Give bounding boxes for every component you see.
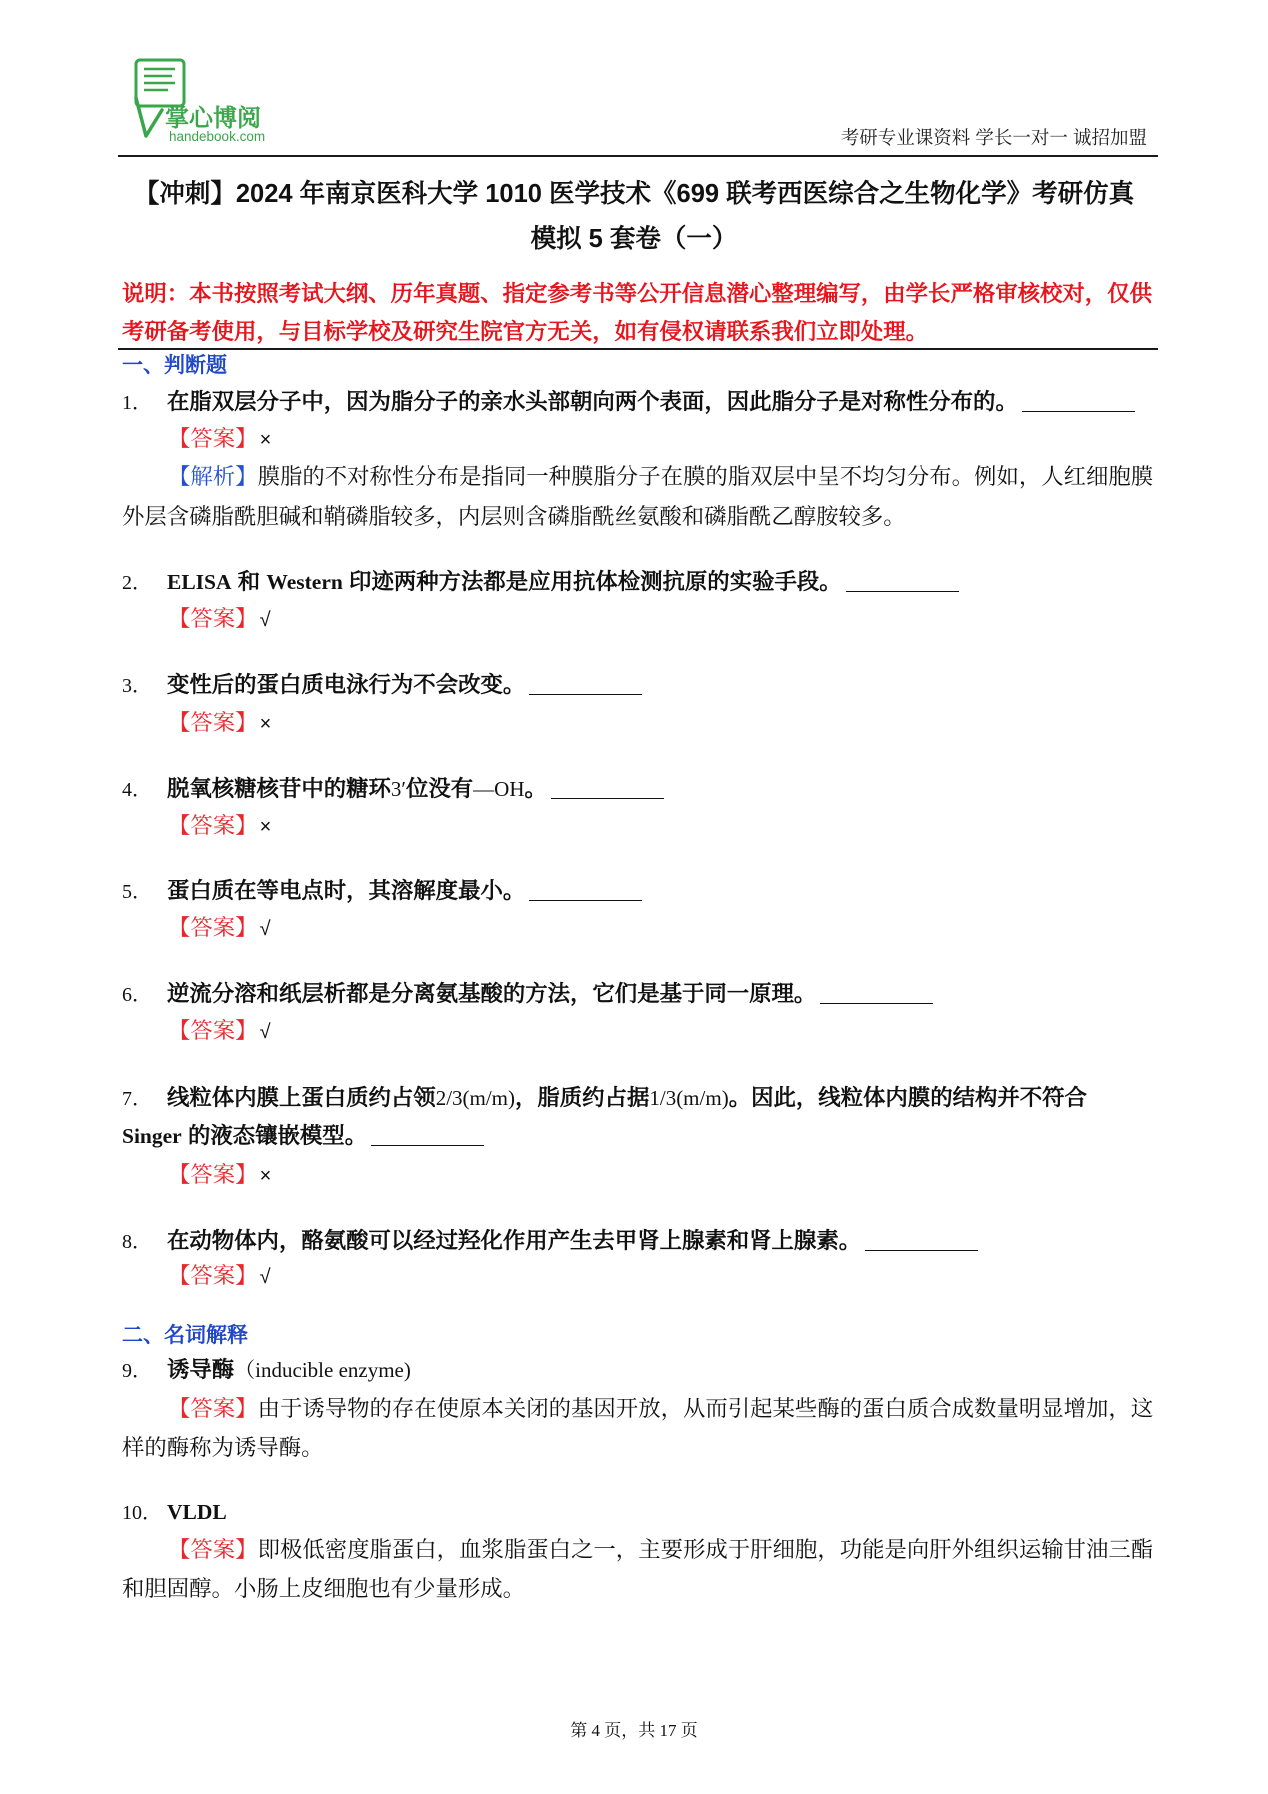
question-3 bbox=[122, 668, 642, 702]
document-title-line-1: 【冲刺】2024 年南京医科大学 1010 医学技术《699 联考西医综合之生物化学》考研仿真 bbox=[133, 180, 1135, 208]
answer-9-text-line-2: 样的酶称为诱导酶。 bbox=[122, 1435, 324, 1460]
question-2-text-rest: 印迹两种方法都是应用抗体检测抗原的实验手段。 bbox=[342, 569, 842, 594]
answer-1 bbox=[168, 422, 271, 456]
answer-1-value: × bbox=[259, 429, 272, 451]
section-heading-true-false: 一、判断题 bbox=[122, 354, 227, 377]
answer-8 bbox=[168, 1259, 271, 1293]
answer-2-label: 【答案】 bbox=[168, 606, 258, 631]
question-7-protein-fraction: 2/3(m/m) bbox=[435, 1086, 516, 1110]
question-3-text: 变性后的蛋白质电泳行为不会改变。 bbox=[167, 672, 526, 697]
question-4 bbox=[122, 772, 664, 806]
question-7-text-part-4: 的液态镶嵌模型。 bbox=[181, 1123, 368, 1148]
question-7-text-part-2: ，脂质约占据 bbox=[515, 1085, 650, 1110]
answer-3 bbox=[168, 706, 271, 740]
question-4-number: 4． bbox=[122, 779, 152, 801]
question-1 bbox=[122, 385, 1135, 419]
question-7-blank bbox=[371, 1123, 484, 1146]
question-9 bbox=[122, 1353, 411, 1387]
answer-8-label: 【答案】 bbox=[168, 1263, 258, 1288]
answer-10-text-line-1: 即极低密度脂蛋白，血浆脂蛋白之一，主要形成于肝细胞，功能是向肝外组织运输甘油三酯 bbox=[257, 1537, 1154, 1562]
analysis-1-text-line-1: 膜脂的不对称性分布是指同一种膜脂分子在膜的脂双层中呈不均匀分布。例如，人红细胞膜 bbox=[257, 464, 1154, 489]
section-heading-term-definitions: 二、名词解释 bbox=[122, 1324, 248, 1347]
question-2-term-elisa: ELISA bbox=[167, 570, 232, 594]
question-7-text-part-1: 线粒体内膜上蛋白质约占领 bbox=[167, 1085, 436, 1110]
notice-line-2: 考研备考使用，与目标学校及研究生院官方无关，如有侵权请联系我们立即处理。 bbox=[122, 319, 929, 344]
logo-wordmark: 掌心博阅 bbox=[165, 104, 261, 132]
question-10 bbox=[122, 1495, 227, 1529]
analysis-1-label: 【解析】 bbox=[168, 464, 258, 489]
answer-7-label: 【答案】 bbox=[168, 1162, 258, 1187]
question-6-text: 逆流分溶和纸层析都是分离氨基酸的方法，它们是基于同一原理。 bbox=[167, 981, 817, 1006]
question-10-number: 10． bbox=[122, 1502, 162, 1524]
notice-line-1: 说明：本书按照考试大纲、历年真题、指定参考书等公开信息潜心整理编写，由学长严格审核校对，仅供 bbox=[122, 281, 1152, 306]
answer-5-value: √ bbox=[259, 918, 271, 940]
answer-7 bbox=[168, 1158, 271, 1192]
answer-6-label: 【答案】 bbox=[168, 1018, 258, 1043]
answer-9 bbox=[168, 1392, 1153, 1426]
question-2-text-part: 和 bbox=[231, 569, 267, 594]
answer-6 bbox=[168, 1014, 271, 1048]
analysis-1 bbox=[168, 460, 1153, 494]
answer-10 bbox=[168, 1533, 1153, 1567]
answer-1-label: 【答案】 bbox=[168, 426, 258, 451]
question-2-number: 2． bbox=[122, 572, 152, 594]
question-4-prime-position: 3′ bbox=[390, 777, 406, 801]
question-9-term-english: （inducible enzyme) bbox=[234, 1358, 411, 1382]
question-4-text-part-3: 。 bbox=[524, 776, 547, 801]
question-4-hydroxyl: —OH bbox=[473, 777, 525, 801]
question-7 bbox=[122, 1081, 1087, 1115]
question-8 bbox=[122, 1224, 978, 1258]
document-title-line-2: 模拟 5 套卷（一） bbox=[530, 225, 738, 253]
question-7-number: 7． bbox=[122, 1088, 152, 1110]
question-9-term: 诱导酶 bbox=[167, 1357, 235, 1382]
answer-10-text-line-2: 和胆固醇。小肠上皮细胞也有少量形成。 bbox=[122, 1576, 526, 1601]
question-8-number: 8． bbox=[122, 1231, 152, 1253]
question-8-blank bbox=[865, 1228, 978, 1251]
question-4-text-part-1: 脱氧核糖核苷中的糖环 bbox=[167, 776, 391, 801]
answer-2 bbox=[168, 602, 271, 636]
answer-7-value: × bbox=[259, 1165, 272, 1187]
question-4-text-part-2: 位没有 bbox=[406, 776, 474, 801]
logo-domain: handebook.com bbox=[169, 129, 266, 144]
question-5 bbox=[122, 874, 642, 908]
question-2 bbox=[122, 565, 959, 599]
notice-rule bbox=[118, 348, 1158, 350]
question-3-number: 3． bbox=[122, 675, 152, 697]
question-9-number: 9． bbox=[122, 1360, 152, 1382]
question-7-term-singer: Singer bbox=[122, 1124, 182, 1148]
answer-4-label: 【答案】 bbox=[168, 813, 258, 838]
question-2-term-western: Western bbox=[266, 570, 343, 594]
question-8-text: 在动物体内，酪氨酸可以经过羟化作用产生去甲肾上腺素和肾上腺素。 bbox=[167, 1228, 862, 1253]
header-rule bbox=[118, 155, 1158, 157]
logo-graphic bbox=[128, 56, 288, 148]
header-slogan: 考研专业课资料 学长一对一 诚招加盟 bbox=[840, 127, 1147, 148]
question-4-blank bbox=[551, 776, 664, 799]
handebook-logo bbox=[128, 56, 288, 148]
question-1-number: 1． bbox=[122, 392, 152, 414]
answer-10-label: 【答案】 bbox=[168, 1537, 258, 1562]
question-7-text-part-3: 。因此，线粒体内膜的结构并不符合 bbox=[728, 1085, 1087, 1110]
answer-3-label: 【答案】 bbox=[168, 710, 258, 735]
page-number-footer: 第 4 页，共 17 页 bbox=[570, 1721, 698, 1740]
answer-3-value: × bbox=[259, 713, 272, 735]
question-1-text: 在脂双层分子中，因为脂分子的亲水头部朝向两个表面，因此脂分子是对称性分布的。 bbox=[167, 389, 1018, 414]
question-1-blank bbox=[1022, 389, 1135, 412]
question-6 bbox=[122, 977, 933, 1011]
question-10-term: VLDL bbox=[167, 1500, 227, 1524]
answer-8-value: √ bbox=[259, 1266, 271, 1288]
question-2-blank bbox=[846, 569, 959, 592]
question-7-lipid-fraction: 1/3(m/m) bbox=[649, 1086, 729, 1110]
question-5-blank bbox=[529, 878, 642, 901]
answer-2-value: √ bbox=[259, 609, 271, 631]
answer-6-value: √ bbox=[259, 1021, 271, 1043]
question-3-blank bbox=[529, 672, 642, 695]
answer-4 bbox=[168, 809, 271, 843]
question-7-line-2 bbox=[122, 1119, 484, 1153]
question-5-number: 5． bbox=[122, 881, 152, 903]
analysis-1-text-line-2: 外层含磷脂酰胆碱和鞘磷脂较多，内层则含磷脂酰丝氨酸和磷脂酰乙醇胺较多。 bbox=[122, 504, 906, 529]
answer-5-label: 【答案】 bbox=[168, 915, 258, 940]
answer-4-value: × bbox=[259, 816, 272, 838]
answer-5 bbox=[168, 911, 271, 945]
question-6-number: 6． bbox=[122, 984, 152, 1006]
question-5-text: 蛋白质在等电点时，其溶解度最小。 bbox=[167, 878, 526, 903]
answer-9-text-line-1: 由于诱导物的存在使原本关闭的基因开放，从而引起某些酶的蛋白质合成数量明显增加，这 bbox=[257, 1396, 1154, 1421]
question-6-blank bbox=[820, 981, 933, 1004]
answer-9-label: 【答案】 bbox=[168, 1396, 258, 1421]
